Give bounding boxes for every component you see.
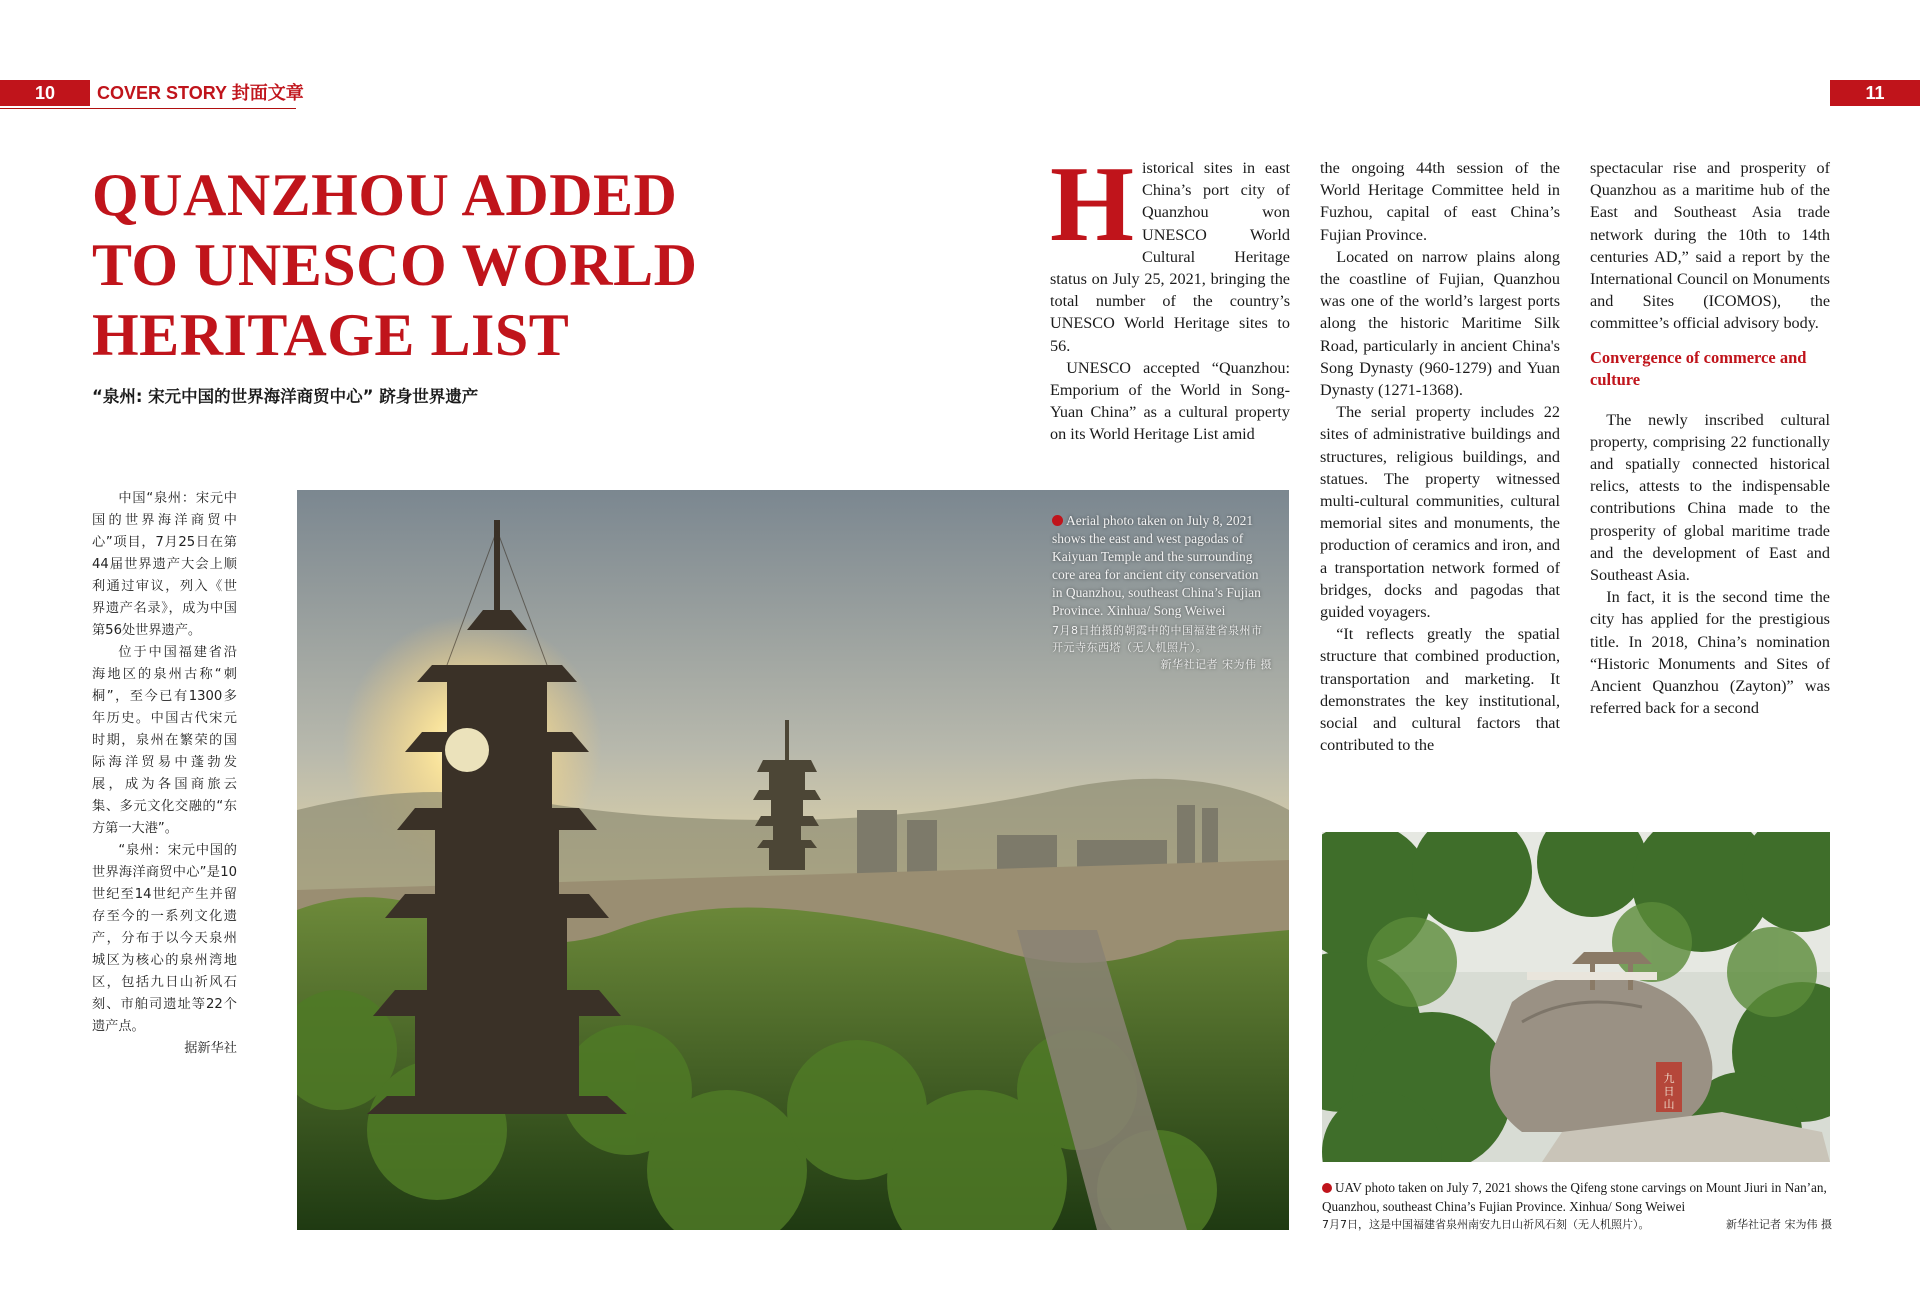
- title-line: TO UNESCO WORLD: [92, 232, 698, 298]
- body-paragraph: Located on narrow plains along the coastline of Fujian, Quanzhou was one of the world’s largest ports along the historic Maritime Silk Road, particularly in ancient China's Song Dynasty (960-1279) and Yuan Dynasty (1271-1368).: [1320, 247, 1560, 400]
- rock-inscription-char-1: 九: [1663, 1072, 1675, 1085]
- article-title: [92, 160, 712, 370]
- rock-inscription-char-2: 日: [1663, 1085, 1675, 1098]
- body-paragraph: The newly inscribed cultural property, comprising 22 functionally and spatially connected historical relics, attests to the indispensable contributions China made to the prosperity of global maritime trade and the development of East and Southeast Asia.: [1590, 410, 1830, 585]
- cn-credit: 据新华社: [184, 1041, 237, 1056]
- drop-cap: H: [1050, 145, 1135, 264]
- caption-cn-credit: 新华社记者 宋为伟 摄: [1160, 658, 1272, 671]
- caption-cn-credit: 新华社记者 宋为伟 摄: [1726, 1218, 1832, 1231]
- body-paragraph: The serial property includes 22 sites of administrative buildings and structures, religious buildings, and statues. The property witnessed multi-cultural communities, cultural memorial sites and monuments, the production of ceramics and iron, and a transportation network formed of bridges, docks and pagodas that guided voyagers.: [1320, 403, 1560, 622]
- body-paragraph: In fact, it is the second time the city has applied for the prestigious title. In 2018, China’s nomination “Historic Monuments and Sites of Ancient Quanzhou (Zayton)” was referred back for a second: [1590, 588, 1830, 718]
- cn-paragraph: 中国“泉州：宋元中国的世界海洋商贸中心”项目，7月25日在第44届世界遗产大会上顺利通过审议，列入《世界遗产名录》，成为中国第56处世界遗产。: [92, 491, 237, 638]
- body-paragraph: istorical sites in east China’s port city of Quanzhou won UNESCO World Cultural Heritage status on July 25, 2021, bringing the total number of the country’s UNESCO World Heritage sites to 56.: [1050, 159, 1290, 355]
- rock-inscription-char-3: 山: [1663, 1098, 1675, 1111]
- caption-text: Aerial photo taken on July 8, 2021 shows the east and west pagodas of Kaiyuan Temple and the surrounding core area for ancient city conservation in Quanzhou, southeast China’s Fujian Province. Xinhua/ Song Weiwei: [1052, 513, 1261, 618]
- body-paragraph: UNESCO accepted “Quanzhou: Emporium of the World in Song-Yuan China” as a cultural property on its World Heritage List amid: [1050, 358, 1290, 444]
- main-photo-caption-cn: [1052, 622, 1272, 673]
- stone-carvings-illustration: [1322, 832, 1830, 1162]
- page-number-left: 10: [0, 80, 90, 106]
- caption-camera-icon: [1322, 1183, 1332, 1193]
- body-column-3: [1590, 157, 1830, 719]
- cn-paragraph: 位于中国福建省沿海地区的泉州古称“刺桐”，至今已有1300多年历史。中国古代宋元时期，泉州在繁荣的国际海洋贸易中蓬勃发展，成为各国商旅云集、多元文化交融的“东方第一大港”。: [92, 645, 237, 836]
- main-photo-caption: [1052, 512, 1272, 620]
- article-subtitle-cn: “泉州: 宋元中国的世界海洋商贸中心” 跻身世界遗产: [92, 387, 479, 406]
- body-paragraph: the ongoing 44th session of the World Heritage Committee held in Fuzhou, capital of east China’s Fujian Province.: [1320, 159, 1560, 244]
- caption-cn-text: 7月8日拍摄的朝霞中的中国福建省泉州市开元寺东西塔（无人机照片）。: [1052, 624, 1263, 654]
- cn-paragraph: “泉州：宋元中国的世界海洋商贸中心”是10世纪至14世纪产生并留存至今的一系列文化遗产，分布于以今天泉州城区为核心的泉州湾地区，包括九日山祈风石刻、市舶司遗址等22个遗产点。: [92, 843, 237, 1034]
- body-paragraph: “It reflects greatly the spatial structure that combined production, transportation and marketing. It demonstrates the key institutional, social and cultural factors that contributed to the: [1320, 625, 1560, 755]
- chinese-summary-column: [92, 488, 237, 1060]
- section-subhead: Convergence of commerce and culture: [1590, 347, 1807, 389]
- title-line: HERITAGE LIST: [92, 302, 570, 368]
- body-column-1: [1050, 145, 1290, 446]
- title-line: QUANZHOU ADDED: [92, 162, 678, 228]
- page-number-right: 11: [1830, 80, 1920, 106]
- caption-cn-text: 7月7日，这是中国福建省泉州南安九日山祈风石刻（无人机照片）。: [1322, 1218, 1650, 1231]
- secondary-photo-caption-cn: [1322, 1216, 1832, 1233]
- section-label: COVER STORY 封面文章: [97, 83, 304, 103]
- caption-text: UAV photo taken on July 7, 2021 shows the Qifeng stone carvings on Mount Jiuri in Nan’an, Quanzhou, southeast China’s Fujian Province. Xinhua/ Song Weiwei: [1322, 1180, 1827, 1214]
- body-column-2: [1320, 157, 1560, 756]
- body-paragraph: spectacular rise and prosperity of Quanzhou as a maritime hub of the East and Southeast Asia trade network during the 10th to 14th centuries AD,” said a report by the International Council on Monuments and Sites (ICOMOS), the committee’s official advisory body.: [1590, 159, 1830, 333]
- stone-carvings-photo: [1322, 832, 1830, 1162]
- secondary-photo-caption: [1322, 1178, 1832, 1216]
- caption-bullet-icon: [1052, 515, 1063, 526]
